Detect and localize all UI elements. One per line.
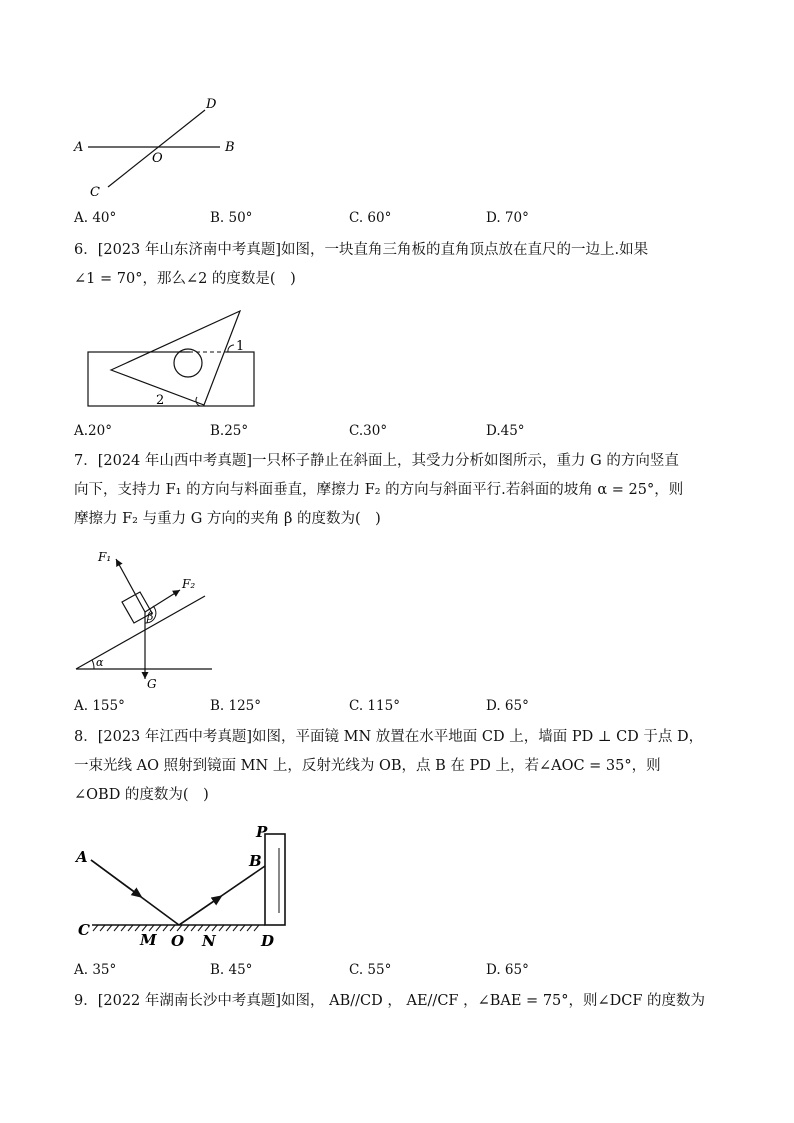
figure-q8-mirror-reflection [72,818,302,953]
q7-option-c[interactable]: C. 115° [349,698,400,714]
q7-option-d[interactable]: D. 65° [486,698,529,714]
q9-stem [74,987,734,1016]
q6-options [74,423,714,443]
label-alpha: α [96,656,104,669]
q8-option-a[interactable]: A. 35° [74,962,117,978]
q8-line-2: 一束光线 AO 照射到镜面 MN 上，反射光线为 OB，点 B 在 PD 上，若∠AOC = 35°，则 [74,758,661,774]
q8-option-d[interactable]: D. 65° [486,962,529,978]
q8-options [74,962,714,982]
label-P: P [256,823,268,841]
angle-2-label: 2 [156,393,165,408]
label-M: M [140,931,157,949]
q6-line-1: 6．[2023 年山东济南中考真题]如图，一块直角三角板的直角顶点放在直尺的一边上.如果 [74,242,649,258]
q6-option-b[interactable]: B.25° [210,423,249,439]
figure-q7-force-diagram [70,545,230,695]
q7-option-a[interactable]: A. 155° [74,698,125,714]
figure-q5-intersecting-lines [70,92,250,202]
q5-options [74,210,714,230]
label-B: B [225,140,235,155]
q6-option-a[interactable]: A.20° [74,423,112,439]
label-A: A [76,848,88,866]
q6-line-2: ∠1 = 70°，那么∠2 的度数是( ) [74,271,296,287]
q8-line-1: 8．[2023 年江西中考真题]如图，平面镜 MN 放置在水平地面 CD 上，墙面 PD ⊥ CD 于点 D， [74,729,704,745]
q7-stem [74,447,734,534]
label-O: O [152,151,163,166]
q5-option-d[interactable]: D. 70° [486,210,529,226]
label-N: N [202,932,216,950]
angle-1-label: 1 [236,339,245,354]
label-A: A [74,140,84,155]
q7-line-3: 摩擦力 F₂ 与重力 G 方向的夹角 β 的度数为( ) [74,511,381,527]
q5-option-c[interactable]: C. 60° [349,210,392,226]
q8-stem [74,723,734,810]
label-D: D [261,932,275,950]
label-F2: F₂ [182,577,196,591]
q9-line-1: 9．[2022 年湖南长沙中考真题]如图， AB//CD ， AE//CF ，∠BAE = 75°，则∠DCF 的度数为 [74,993,706,1009]
label-O: O [171,932,185,950]
label-D: D [206,97,217,112]
q8-option-b[interactable]: B. 45° [210,962,253,978]
label-G: G [147,677,157,691]
label-F1: F₁ [98,550,112,564]
figure-q6-ruler-triangle [80,305,270,415]
q6-option-c[interactable]: C.30° [349,423,388,439]
label-beta: β [147,610,154,623]
q7-line-1: 7．[2024 年山西中考真题]一只杯子静止在斜面上，其受力分析如图所示，重力 G 的方向竖直 [74,453,679,469]
q6-option-d[interactable]: D.45° [486,423,525,439]
label-C: C [78,921,90,939]
q8-line-3: ∠OBD 的度数为( ) [74,787,209,803]
label-B: B [249,852,262,870]
q6-stem [74,236,734,294]
q7-line-2: 向下，支持力 F₁ 的方向与料面垂直，摩擦力 F₂ 的方向与斜面平行.若斜面的坡角 α = 25°，则 [74,482,684,498]
q7-options [74,698,714,718]
q7-option-b[interactable]: B. 125° [210,698,262,714]
label-C: C [90,185,100,200]
q5-option-b[interactable]: B. 50° [210,210,253,226]
q8-option-c[interactable]: C. 55° [349,962,392,978]
q5-option-a[interactable]: A. 40° [74,210,117,226]
